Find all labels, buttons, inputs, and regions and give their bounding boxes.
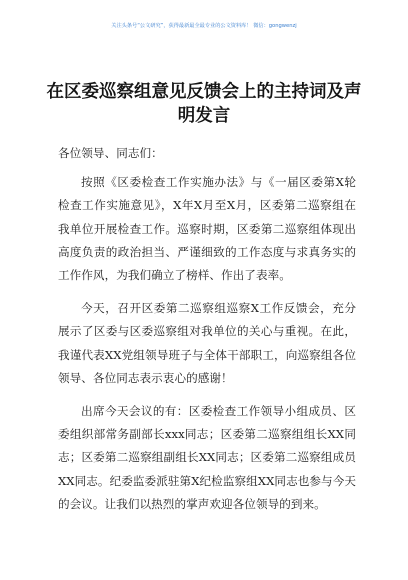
paragraph-3: 出席今天会议的有：区委检查工作领导小组成员、区委组织部常务副部长xxx同志；区委第二巡察组组长XX同志；区委第二巡察组副组长XX同志；区委第二巡察组成员XX同志。纪委监委派驻第X纪检监察组XX同志也参与今天的会议。让我们以热烈的掌声欢迎各位领导的到来。: [58, 404, 356, 511]
document-body: [58, 142, 356, 526]
document-title: 在区委巡察组意见反馈会上的主持词及声明发言: [46, 82, 362, 126]
paragraph-2: 今天，召开区委第二巡察组巡察X工作反馈会，充分展示了区委与区委巡察组对我单位的关心与重视。在此，我谨代表XX党组领导班子与全体干部职工，向巡察组各位领导、各位同志表示衷心的感谢！: [58, 301, 356, 385]
header-promo-banner: 关注头条号“公文研究”，获得最新最全最专业的公文资料库！ 微信：gongwenzj: [111, 23, 297, 29]
salutation: 各位领导、同志们：: [58, 146, 163, 160]
paragraph-1: 按照《区委检查工作实施办法》与《一届区委第X轮检查工作实施意见》，X年X月至X月，区委第二巡察组在我单位开展检查工作。巡察时期，区委第二巡察组体现出高度负责的政治担当、严谨细致的工作态度与求真务实的工作作风，为我们确立了榜样、作出了表率。: [58, 175, 356, 283]
